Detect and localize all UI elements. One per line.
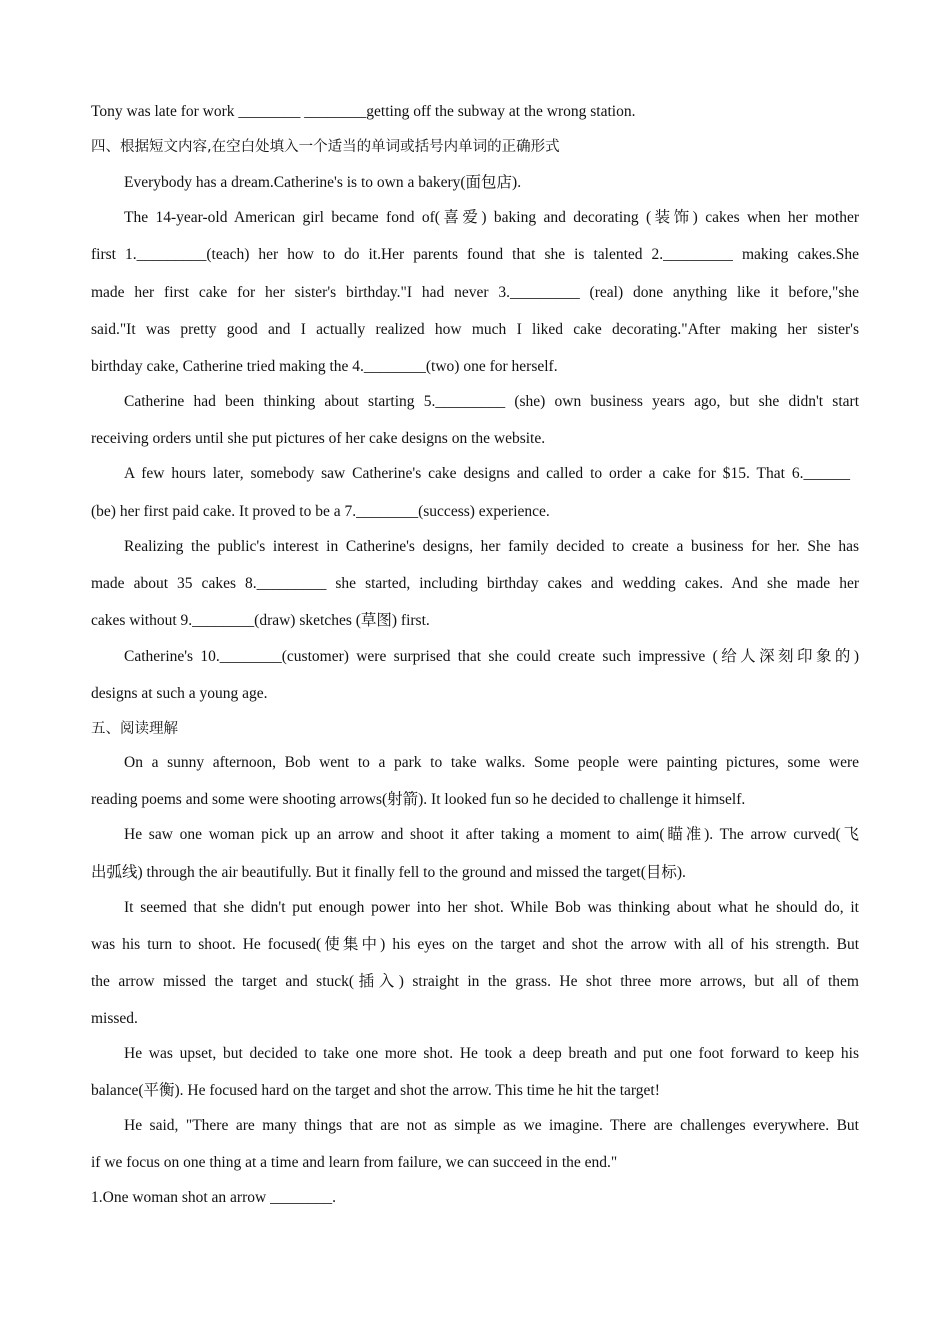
paragraph-line: said."It was pretty good and I actually realized how much I liked cake decorating."After making her sister's [91,321,859,338]
paragraph-line: Everybody has a dream.Catherine's is to own a bakery(面包店). [124,174,522,191]
paragraph-line: cakes without 9.________(draw) sketches (草图) first. [91,612,430,629]
paragraph-line: It seemed that she didn't put enough power into her shot. While Bob was thinking about what he should do, it [124,899,859,916]
paragraph-line: 出弧线) through the air beautifully. But it finally fell to the ground and missed the target(目标). [91,864,686,881]
paragraph-line: The 14-year-old American girl became fond of(喜爱) baking and decorating (装饰) cakes when her mother [124,209,859,226]
paragraph-line: He said, "There are many things that are not as simple as we imagine. There are challenges everywhere. But [124,1117,859,1134]
paragraph-line: if we focus on one thing at a time and learn from failure, we can succeed in the end." [91,1154,618,1171]
section-heading-fill-blanks: 四、根据短文内容,在空白处填入一个适当的单词或括号内单词的正确形式 [91,139,560,155]
paragraph-line: He saw one woman pick up an arrow and shoot it after taking a moment to aim(瞄准). The arrow curved(飞 [124,826,859,843]
paragraph-line: receiving orders until she put pictures of her cake designs on the website. [91,430,546,447]
paragraph-line: Catherine had been thinking about starting 5._________ (she) own business years ago, but she didn't start [124,393,859,410]
section-heading-reading: 五、阅读理解 [91,721,178,737]
paragraph-line: balance(平衡). He focused hard on the target and shot the arrow. This time he hit the target! [91,1082,660,1099]
paragraph-line: missed. [91,1010,138,1027]
question-line: 1.One woman shot an arrow ________. [91,1189,336,1206]
paragraph-line: first 1._________(teach) her how to do it.Her parents found that she is talented 2._________ making cakes.She [91,246,859,263]
paragraph-line: Catherine's 10.________(customer) were surprised that she could create such impressive (给人深刻印象的) [124,648,859,665]
paragraph-line: the arrow missed the target and stuck(插入) straight in the grass. He shot three more arrows, but all of them [91,973,859,990]
paragraph-line: (be) her first paid cake. It proved to be a 7.________(success) experience. [91,503,550,520]
paragraph-line: He was upset, but decided to take one more shot. He took a deep breath and put one foot forward to keep his [124,1045,859,1062]
paragraph-line: designs at such a young age. [91,685,268,702]
paragraph-line: birthday cake, Catherine tried making the 4.________(two) one for herself. [91,358,558,375]
paragraph-line: made about 35 cakes 8._________ she started, including birthday cakes and wedding cakes. And she made her [91,575,859,592]
paragraph-line: made her first cake for her sister's birthday."I had never 3._________ (real) done anything like it before,"she [91,284,859,301]
paragraph-line: On a sunny afternoon, Bob went to a park to take walks. Some people were painting pictures, some were [124,754,859,771]
exercise-sentence: Tony was late for work ________ ________getting off the subway at the wrong station. [91,103,636,120]
paragraph-line: Realizing the public's interest in Catherine's designs, her family decided to create a business for her. She has [124,538,859,555]
paragraph-line: reading poems and some were shooting arrows(射箭). It looked fun so he decided to challenge it himself. [91,791,746,808]
paragraph-line: A few hours later, somebody saw Catherine's cake designs and called to order a cake for $15. That 6.______ [124,465,850,482]
paragraph-line: was his turn to shoot. He focused(使集中) his eyes on the target and shot the arrow with all of his strength. But [91,936,859,953]
